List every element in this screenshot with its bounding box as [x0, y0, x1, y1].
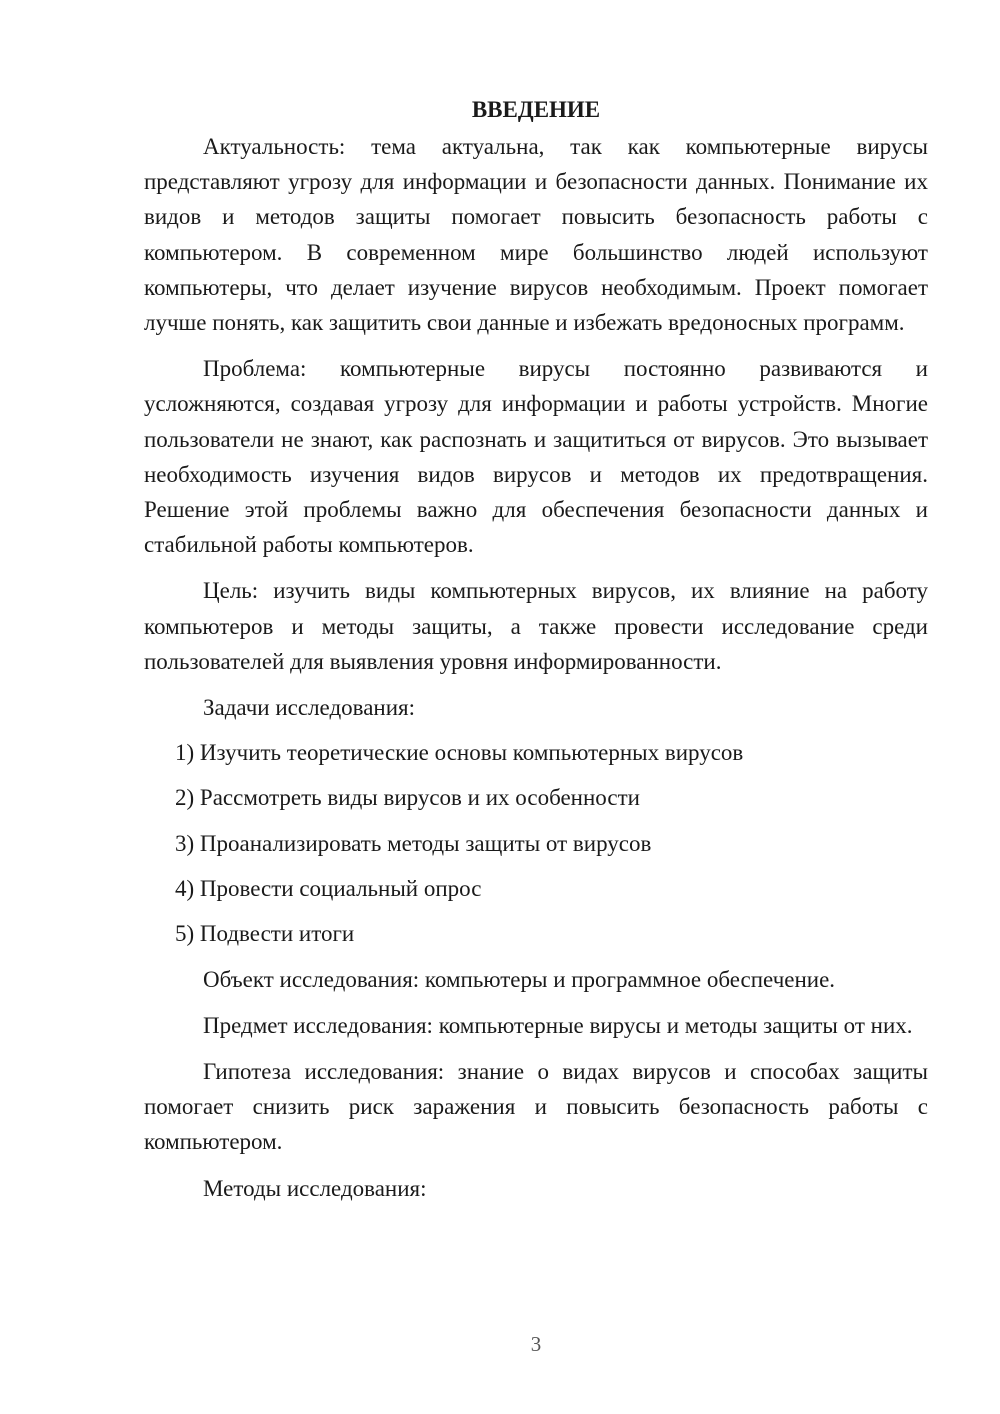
paragraph-object: Объект исследования: компьютеры и программное обеспечение.	[203, 966, 836, 992]
methods-heading: Методы исследования:	[203, 1175, 427, 1201]
page-body	[144, 92, 928, 1216]
paragraph-relevance: Актуальность: тема актуальна, так как компьютерные вирусы представляют угрозу для информации и безопасности данных. Понимание их видов и методов защиты помогает повысить безопасность работы с компьютером. В современном мире большинство людей используют компьютеры, что делает изучение вирусов необходимым. Проект помогает лучше понять, как защитить свои данные и избежать вредоносных программ.	[144, 134, 928, 336]
section-title: ВВЕДЕНИЕ	[471, 97, 601, 122]
list-item: 4) Провести социальный опрос	[175, 875, 482, 901]
tasks-list	[144, 735, 928, 951]
list-item: 2) Рассмотреть виды вирусов и их особенности	[175, 785, 640, 811]
list-item: 5) Подвести итоги	[175, 921, 355, 947]
paragraph-goal: Цель: изучить виды компьютерных вирусов, их влияние на работу компьютеров и методы защиты, а также провести исследование среди пользователей для выявления уровня информированности.	[144, 578, 928, 674]
page-number: 3	[530, 1332, 542, 1356]
list-item: 1) Изучить теоретические основы компьютерных вирусов	[175, 740, 744, 766]
paragraph-subject: Предмет исследования: компьютерные вирусы и методы защиты от них.	[203, 1012, 913, 1038]
tasks-heading: Задачи исследования:	[203, 695, 416, 721]
list-item: 3) Проанализировать методы защиты от вирусов	[175, 830, 652, 856]
paragraph-problem: Проблема: компьютерные вирусы постоянно развиваются и усложняются, создавая угрозу для информации и работы устройств. Многие пользователи не знают, как распознать и защититься от вирусов. Это вызывает необходимость изучения видов вирусов и методов их предотвращения. Решение этой проблемы важно для обеспечения безопасности данных и стабильной работы компьютеров.	[144, 356, 928, 558]
paragraph-hypothesis: Гипотеза исследования: знание о видах вирусов и способах защиты помогает снизить риск заражения и повысить безопасность работы с компьютером.	[144, 1058, 928, 1155]
